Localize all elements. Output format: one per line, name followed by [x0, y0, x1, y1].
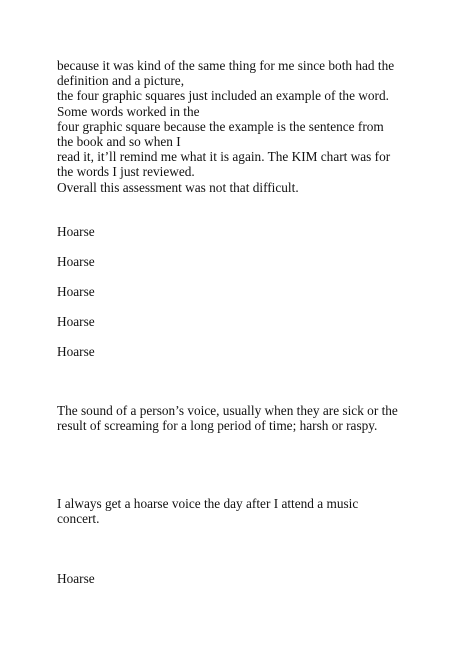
vocab-word: Hoarse	[57, 224, 95, 239]
definition-paragraph	[57, 403, 398, 433]
paragraph-line: read it, it’ll remind me what it is again. The KIM chart was for	[57, 149, 391, 165]
paragraph-line: the words I just reviewed.	[57, 164, 195, 180]
paragraph-line: the four graphic squares just included an example of the word.	[57, 88, 389, 104]
paragraph-line: Some words worked in the	[57, 103, 200, 119]
paragraph-line: definition and a picture,	[57, 73, 185, 89]
paragraph-line: four graphic square because the example is the sentence from	[57, 118, 384, 134]
paragraph-line: Overall this assessment was not that difficult.	[57, 179, 299, 195]
reflection-paragraph	[57, 58, 394, 195]
example-line: I always get a hoarse voice the day after I attend a music	[57, 496, 359, 511]
vocab-word: Hoarse	[57, 254, 95, 269]
vocab-word: Hoarse	[57, 314, 95, 329]
definition-line: The sound of a person’s voice, usually when they are sick or the	[57, 403, 398, 418]
vocab-word-final: Hoarse	[57, 571, 95, 586]
paragraph-line: the book and so when I	[57, 134, 181, 150]
definition-line: result of screaming for a long period of time; harsh or raspy.	[57, 418, 378, 434]
vocab-word: Hoarse	[57, 284, 95, 299]
example-sentence	[57, 496, 358, 526]
example-line: concert.	[57, 511, 100, 527]
vocab-word: Hoarse	[57, 344, 95, 359]
paragraph-line: because it was kind of the same thing for me since both had the	[57, 58, 395, 73]
